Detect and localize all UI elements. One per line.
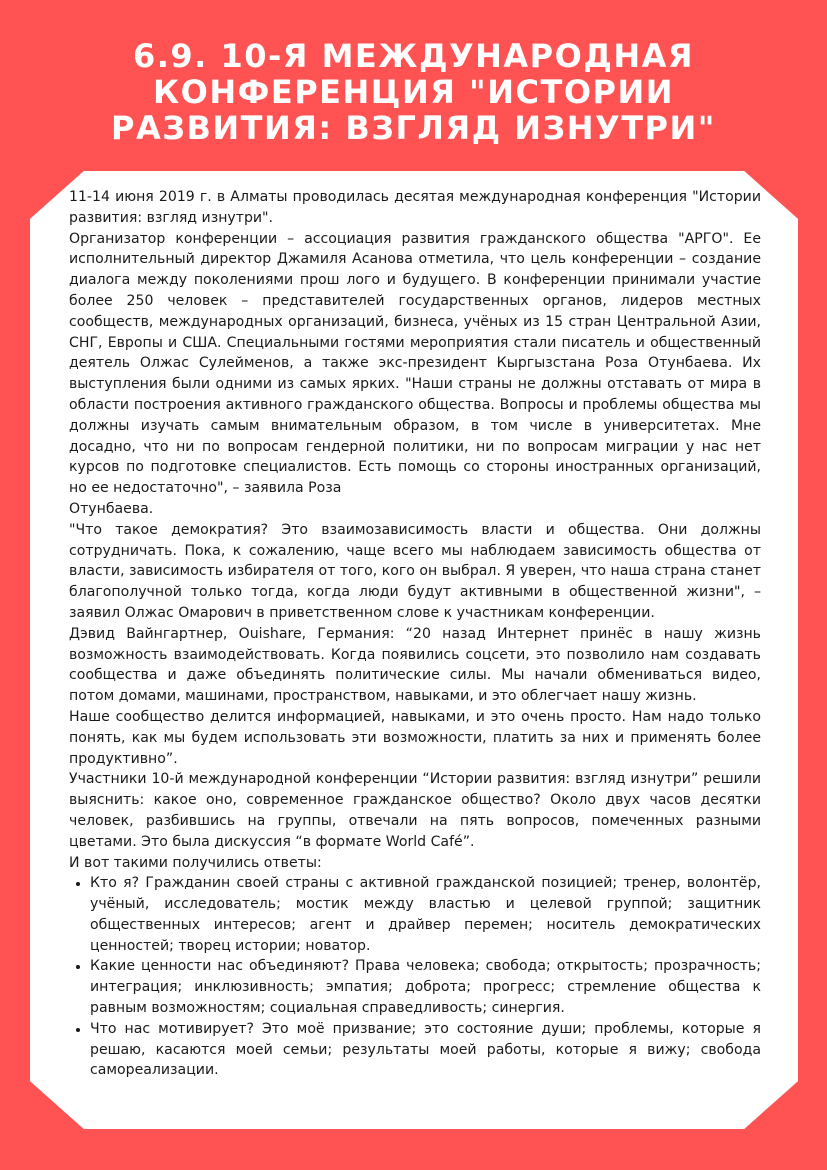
paragraph: Наше сообщество делится информацией, навыками, и это очень просто. Нам надо только понять, как мы будем использовать эти возможности, платить за них и применять более продуктивно”.	[69, 708, 761, 767]
paragraph: Участники 10-й международной конференции “Истории развития: взгляд изнутри” решили выяснить: какое оно, современное гражданское общество? Около двух часов десятки человек, разбившись на группы, отвечали на пять вопросов, помеченных разными цветами. Это была дискуссия “в формате World Café”.	[69, 771, 761, 850]
paragraph: Отунбаева.	[69, 500, 154, 517]
list-item: • Какие ценности нас объединяют? Права человека; свобода; открытость; прозрачность; интеграция; инклюзивность; эмпатия; доброта; прогресс; стремление общества к равным возможностям; социальная справедливость; синергия.	[90, 956, 761, 1018]
paragraph: Дэвид Вайнгартнер, Ouishare, Германия: “20 назад Интернет принёс в нашу жизнь возможность взаимодействовать. Когда появились соцсети, это позволило нам создавать сообщества и даже объединять политические силы. Мы начали обмениваться видео, потом домами, машинами, пространством, навыками, и это облегчает нашу жизнь.	[69, 625, 761, 705]
answers-list	[69, 873, 761, 1081]
paragraph: Организатор конференции – ассоциация развития гражданского общества "АРГО". Ее исполнительный директор Джамиля Асанова отметила, что цель конференции – создание диалога между поколениями прош лого и будущего. В конференции принимали участие более 250 человек – представителей государственных органов, лидеров местных сообществ, международных организаций, бизнеса, учёных из 15 стран Центральной Азии, СНГ, Европы и США. Специальными гостями мероприятия стали писатель и общественный деятель Олжас Сулейменов, а также экс-президент Кыргызстана Роза Отунбаева. Их выступления были одними из самых ярких. "Наши страны не должны отставать от мира в области построения активного гражданского общества. Вопросы и проблемы общества мы должны изучать самым внимательным образом, в том числе в университетах. Мне досадно, что ни по вопросам гендерной политики, ни по вопросам миграции у нас нет курсов по подготовке специалистов. Есть помощь со стороны иностранных организаций, но ее недостаточно", – заявила Роза	[69, 230, 761, 497]
paragraph: И вот такими получились ответы:	[69, 854, 322, 871]
article-body	[69, 187, 761, 1081]
page-title: 6.9. 10-Я МЕЖДУНАРОДНАЯ КОНФЕРЕНЦИЯ "ИСТОРИИ РАЗВИТИЯ: ВЗГЛЯД ИЗНУТРИ"	[111, 37, 716, 147]
paragraph: 11-14 июня 2019 г. в Алматы проводилась десятая международная конференция "Истории развития: взгляд изнутри".	[69, 189, 761, 226]
list-item: • Кто я? Гражданин своей страны с активной гражданской позицией; тренер, волонтёр, учёный, исследователь; мостик между властью и целевой группой; защитник общественных интересов; агент и драйвер перемен; носитель демократических ценностей; творец истории; новатор.	[90, 873, 761, 956]
paragraph: "Что такое демократия? Это взаимозависимость власти и общества. Они должны сотрудничать. Пока, к сожалению, чаще всего мы наблюдаем зависимость общества от власти, зависимость избирателя от того, кого он выбрал. Я уверен, что наша страна станет благополучной только тогда, когда люди будут активными в общественной жизни", – заявил Олжас Омарович в приветственном слове к участникам конференции.	[69, 521, 761, 621]
list-item: • Что нас мотивирует? Это моё призвание; это состояние души; проблемы, которые я решаю, касаются моей семьи; результаты моей работы, которые я вижу; свобода самореализации.	[90, 1019, 761, 1081]
